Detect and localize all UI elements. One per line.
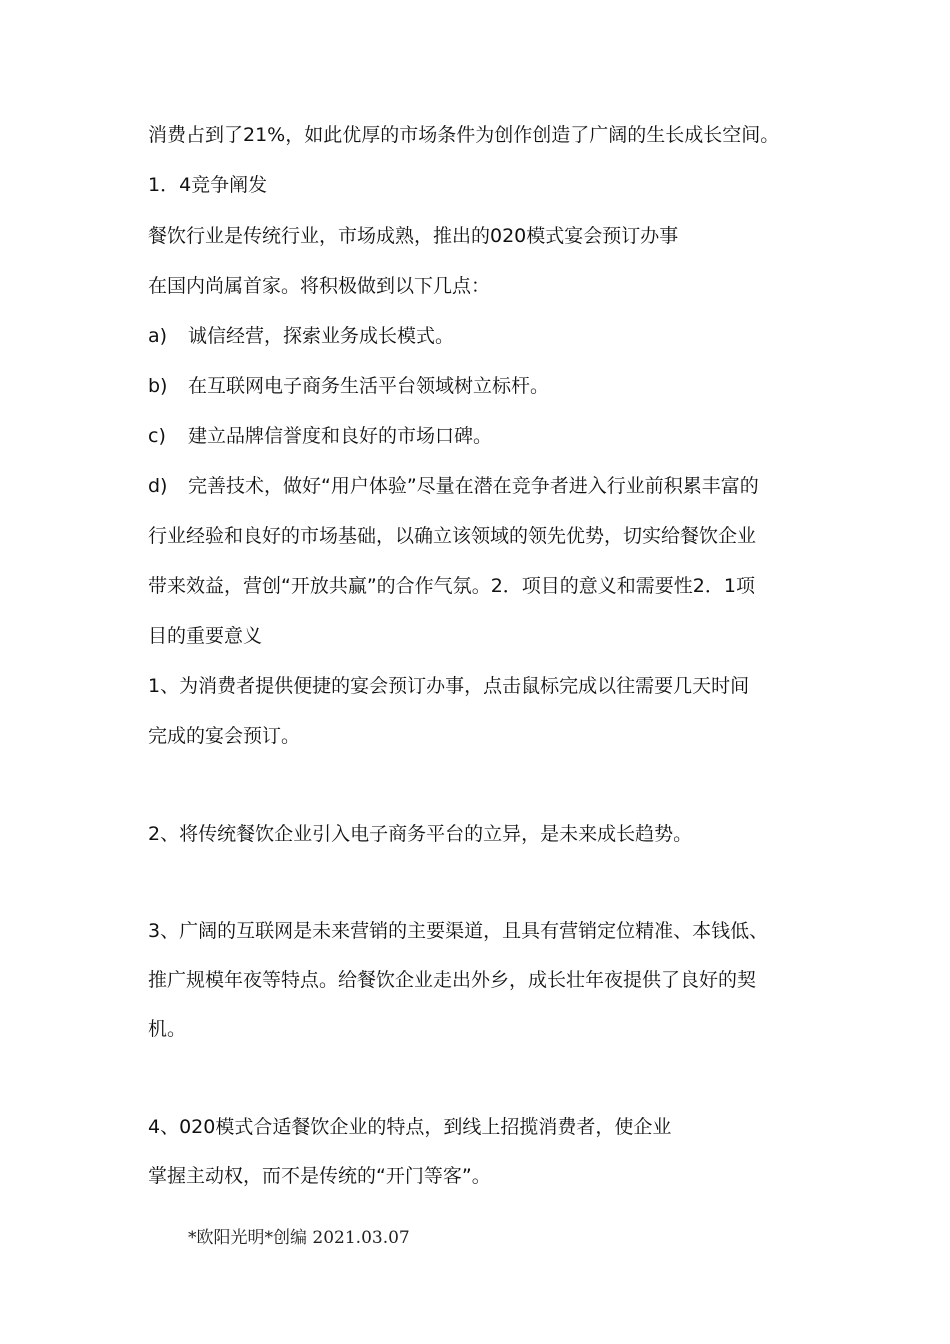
paragraph-line: 目的重要意义 (148, 625, 263, 647)
numbered-item-line: 4、020模式合适餐饮企业的特点，到线上招揽消费者，使企业 (148, 1116, 672, 1138)
list-item (148, 473, 759, 499)
list-marker: a) (148, 325, 168, 347)
list-item-text: 诚信经营，探索业务成长模式。 (188, 325, 455, 347)
numbered-item-line: 掌握主动权，而不是传统的“开门等客”。 (148, 1165, 491, 1187)
numbered-item-line: 完成的宴会预订。 (148, 725, 301, 747)
paragraph-line: 带来效益，营创“开放共赢”的合作气氛。2．项目的意义和需要性2．1项 (148, 575, 755, 597)
list-item-text: 建立品牌信誉度和良好的市场口碑。 (188, 425, 493, 447)
numbered-item-line: 推广规模年夜等特点。给餐饮企业走出外乡，成长壮年夜提供了良好的契 (148, 969, 757, 991)
paragraph-line: 消费占到了21%，如此优厚的市场条件为创作创造了广阔的生长成长空间。 (148, 124, 780, 146)
list-item (148, 373, 549, 399)
paragraph-line: 餐饮行业是传统行业，市场成熟，推出的020模式宴会预订办事 (148, 225, 679, 247)
paragraph-line: 行业经验和良好的市场基础，以确立该领域的领先优势，切实给餐饮企业 (148, 525, 757, 547)
numbered-item-line: 机。 (148, 1018, 187, 1040)
list-item-text: 在互联网电子商务生活平台领域树立标杆。 (188, 375, 550, 397)
list-marker: c) (148, 425, 166, 447)
list-item-text: 完善技术，做好“用户体验”尽量在潜在竞争者进入行业前积累丰富的 (188, 475, 759, 497)
numbered-item-line: 3、广阔的互联网是未来营销的主要渠道，且具有营销定位精准、本钱低、 (148, 920, 769, 942)
list-marker: b) (148, 375, 168, 397)
paragraph-line: 在国内尚属首家。将积极做到以下几点： (148, 275, 491, 297)
section-heading: 1．4竞争阐发 (148, 174, 268, 196)
author-footer: *欧阳光明*创编 2021.03.07 (188, 1228, 410, 1248)
numbered-item-line: 2、将传统餐饮企业引入电子商务平台的立异，是未来成长趋势。 (148, 823, 693, 845)
numbered-item-line: 1、为消费者提供便捷的宴会预订办事，点击鼠标完成以往需要几天时间 (148, 675, 750, 697)
list-marker: d) (148, 475, 168, 497)
list-item (148, 323, 454, 349)
list-item (148, 423, 492, 449)
